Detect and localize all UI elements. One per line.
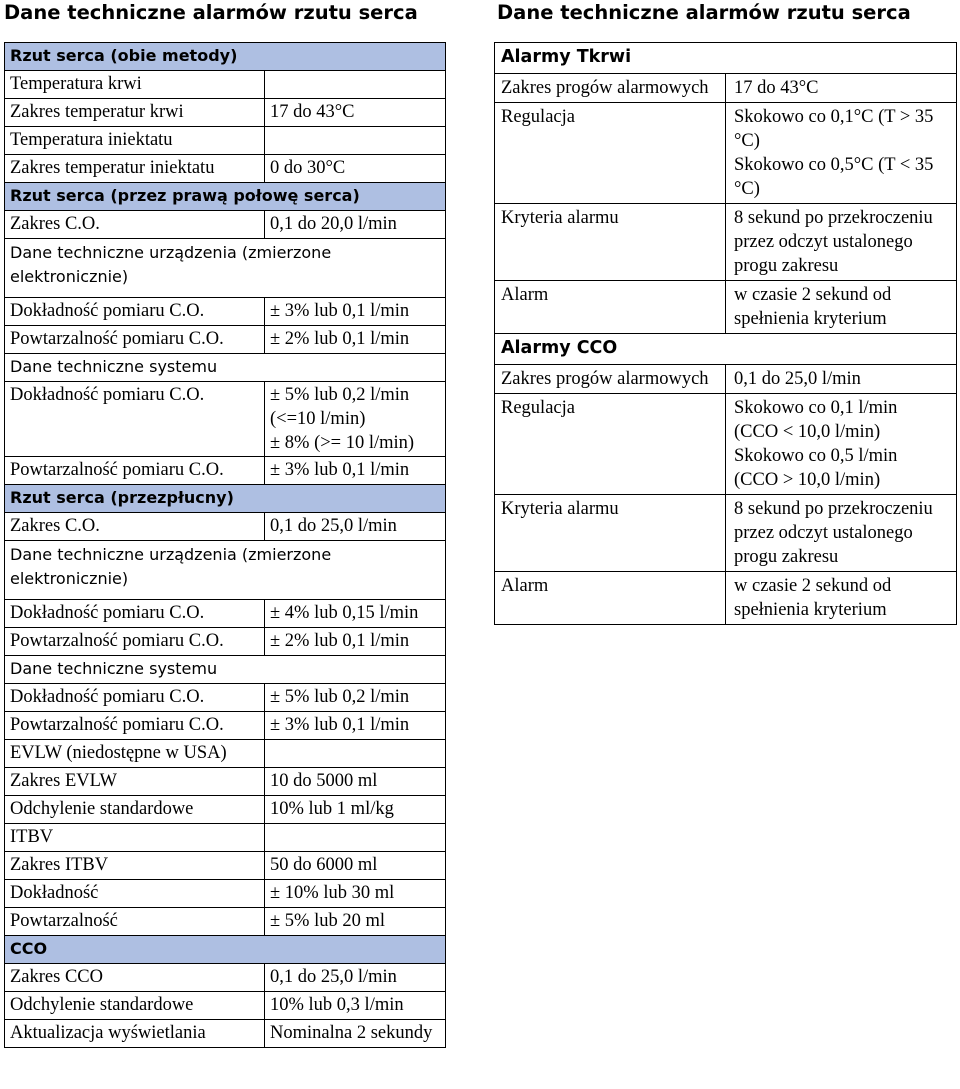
spec-label: Zakres EVLW xyxy=(5,768,265,796)
alarm-value-line: 17 do 43°C xyxy=(734,78,819,98)
spec-label: Dokładność pomiaru C.O. xyxy=(5,684,265,712)
table-row xyxy=(5,354,446,382)
table-row xyxy=(5,852,446,880)
section-header: Rzut serca (przezpłucny) xyxy=(5,485,446,513)
table-row xyxy=(5,740,446,768)
spec-value: 0,1 do 25,0 l/min xyxy=(265,513,446,541)
spec-label: Powtarzalność pomiaru C.O. xyxy=(5,628,265,656)
spec-value: 17 do 43°C xyxy=(265,99,446,127)
spec-label: EVLW (niedostępne w USA) xyxy=(5,740,265,768)
alarm-value-line: w czasie 2 sekund od spełnienia kryterium xyxy=(734,285,892,329)
spec-label: Aktualizacja wyświetlania xyxy=(5,1020,265,1048)
spec-label: Powtarzalność pomiaru C.O. xyxy=(5,457,265,485)
table-row xyxy=(5,513,446,541)
section-header: CCO xyxy=(5,936,446,964)
table-row xyxy=(5,796,446,824)
table-row xyxy=(5,211,446,239)
table-row xyxy=(495,365,957,394)
table-row xyxy=(5,485,446,513)
spec-value: 0,1 do 25,0 l/min xyxy=(265,964,446,992)
alarm-value xyxy=(726,394,957,495)
spec-label: Dokładność pomiaru C.O. xyxy=(5,382,265,457)
subsection-header: Dane techniczne urządzenia (zmierzone elektronicznie) xyxy=(5,541,446,600)
alarm-label: Zakres progów alarmowych xyxy=(495,74,726,103)
spec-label: Zakres CCO xyxy=(5,964,265,992)
spec-label: Zakres ITBV xyxy=(5,852,265,880)
spec-value: ± 5% lub 20 ml xyxy=(265,908,446,936)
table-row xyxy=(5,600,446,628)
section-header: Alarmy CCO xyxy=(495,334,957,365)
alarm-value xyxy=(726,495,957,572)
spec-label: Odchylenie standardowe xyxy=(5,796,265,824)
table-row xyxy=(5,628,446,656)
alarm-value-line: Skokowo co 0,5°C (T < 35 °C) xyxy=(734,155,934,199)
subsection-header: Dane techniczne systemu xyxy=(5,656,446,684)
spec-value: ± 5% lub 0,2 l/min xyxy=(265,684,446,712)
alarm-label: Kryteria alarmu xyxy=(495,204,726,281)
table-row xyxy=(495,394,957,495)
spec-value: 50 do 6000 ml xyxy=(265,852,446,880)
spec-label: Temperatura iniektatu xyxy=(5,127,265,155)
spec-value: ± 2% lub 0,1 l/min xyxy=(265,628,446,656)
table-row xyxy=(5,43,446,71)
alarm-value-line: 0,1 do 25,0 l/min xyxy=(734,369,861,389)
table-row xyxy=(5,656,446,684)
table-row xyxy=(5,127,446,155)
table-row xyxy=(5,382,446,457)
spec-label: Dokładność pomiaru C.O. xyxy=(5,298,265,326)
table-row xyxy=(5,298,446,326)
spec-value: ± 3% lub 0,1 l/min xyxy=(265,712,446,740)
alarm-value-line: (CCO < 10,0 l/min) xyxy=(734,422,881,442)
table-row xyxy=(5,936,446,964)
alarm-label: Alarm xyxy=(495,572,726,625)
spec-value xyxy=(265,71,446,99)
table-row xyxy=(5,239,446,298)
alarm-value xyxy=(726,74,957,103)
spec-label: Zakres C.O. xyxy=(5,513,265,541)
spec-value-line: ± 8% (>= 10 l/min) xyxy=(270,433,415,453)
alarm-value-line: Skokowo co 0,5 l/min xyxy=(734,446,898,466)
alarm-value-line: 8 sekund po przekroczeniu przez odczyt ustalonego progu zakresu xyxy=(734,208,933,276)
table-row xyxy=(495,334,957,365)
spec-value: 10% lub 1 ml/kg xyxy=(265,796,446,824)
section-header: Alarmy Tkrwi xyxy=(495,43,957,74)
spec-label: Powtarzalność pomiaru C.O. xyxy=(5,326,265,354)
table-row xyxy=(495,495,957,572)
table-row xyxy=(495,43,957,74)
spec-value xyxy=(265,740,446,768)
table-row xyxy=(5,964,446,992)
table-row xyxy=(5,992,446,1020)
table-row xyxy=(5,880,446,908)
spec-label: Powtarzalność pomiaru C.O. xyxy=(5,712,265,740)
spec-value xyxy=(265,824,446,852)
spec-label: Temperatura krwi xyxy=(5,71,265,99)
alarm-value-line: (CCO > 10,0 l/min) xyxy=(734,470,881,490)
table-row xyxy=(5,824,446,852)
table-row xyxy=(495,204,957,281)
table-row xyxy=(5,541,446,600)
table-row xyxy=(495,281,957,334)
spec-label: Powtarzalność xyxy=(5,908,265,936)
left-page-title: Dane techniczne alarmów rzutu serca xyxy=(4,1,418,24)
spec-value: ± 2% lub 0,1 l/min xyxy=(265,326,446,354)
table-row xyxy=(5,712,446,740)
spec-label: Dokładność xyxy=(5,880,265,908)
alarm-value xyxy=(726,572,957,625)
alarm-value-line: w czasie 2 sekund od spełnienia kryterium xyxy=(734,576,892,620)
alarm-value xyxy=(726,281,957,334)
spec-label: Zakres C.O. xyxy=(5,211,265,239)
table-row xyxy=(5,684,446,712)
spec-value: ± 4% lub 0,15 l/min xyxy=(265,600,446,628)
table-row xyxy=(5,1020,446,1048)
alarm-label: Regulacja xyxy=(495,394,726,495)
section-header: Rzut serca (przez prawą połowę serca) xyxy=(5,183,446,211)
spec-value: ± 10% lub 30 ml xyxy=(265,880,446,908)
subsection-header: Dane techniczne systemu xyxy=(5,354,446,382)
section-header: Rzut serca (obie metody) xyxy=(5,43,446,71)
left-spec-table xyxy=(4,42,446,1048)
table-row xyxy=(5,183,446,211)
spec-label: Dokładność pomiaru C.O. xyxy=(5,600,265,628)
subsection-header: Dane techniczne urządzenia (zmierzone elektronicznie) xyxy=(5,239,446,298)
spec-value: ± 3% lub 0,1 l/min xyxy=(265,298,446,326)
right-page-title: Dane techniczne alarmów rzutu serca xyxy=(497,1,911,24)
alarm-label: Zakres progów alarmowych xyxy=(495,365,726,394)
spec-label: Odchylenie standardowe xyxy=(5,992,265,1020)
spec-value: 10% lub 0,3 l/min xyxy=(265,992,446,1020)
alarm-value-line: Skokowo co 0,1°C (T > 35 °C) xyxy=(734,107,934,151)
alarm-label: Kryteria alarmu xyxy=(495,495,726,572)
alarm-label: Regulacja xyxy=(495,103,726,204)
spec-value: Nominalna 2 sekundy xyxy=(265,1020,446,1048)
alarm-value-line: Skokowo co 0,1 l/min xyxy=(734,398,898,418)
alarm-value xyxy=(726,204,957,281)
table-row xyxy=(495,74,957,103)
spec-value: ± 3% lub 0,1 l/min xyxy=(265,457,446,485)
spec-label: Zakres temperatur iniektatu xyxy=(5,155,265,183)
table-row xyxy=(5,71,446,99)
spec-value xyxy=(265,382,446,457)
spec-value-line: ± 5% lub 0,2 l/min xyxy=(270,385,410,405)
table-row xyxy=(5,155,446,183)
alarm-value-line: 8 sekund po przekroczeniu przez odczyt ustalonego progu zakresu xyxy=(734,499,933,567)
spec-value xyxy=(265,127,446,155)
spec-value: 0,1 do 20,0 l/min xyxy=(265,211,446,239)
right-alarm-table xyxy=(494,42,957,625)
alarm-value xyxy=(726,365,957,394)
table-row xyxy=(5,99,446,127)
spec-label: Zakres temperatur krwi xyxy=(5,99,265,127)
table-row xyxy=(495,103,957,204)
table-row xyxy=(5,326,446,354)
table-row xyxy=(495,572,957,625)
spec-value: 10 do 5000 ml xyxy=(265,768,446,796)
spec-value: 0 do 30°C xyxy=(265,155,446,183)
spec-label: ITBV xyxy=(5,824,265,852)
table-row xyxy=(5,457,446,485)
table-row xyxy=(5,908,446,936)
alarm-label: Alarm xyxy=(495,281,726,334)
table-row xyxy=(5,768,446,796)
alarm-value xyxy=(726,103,957,204)
spec-value-line: (<=10 l/min) xyxy=(270,409,366,429)
